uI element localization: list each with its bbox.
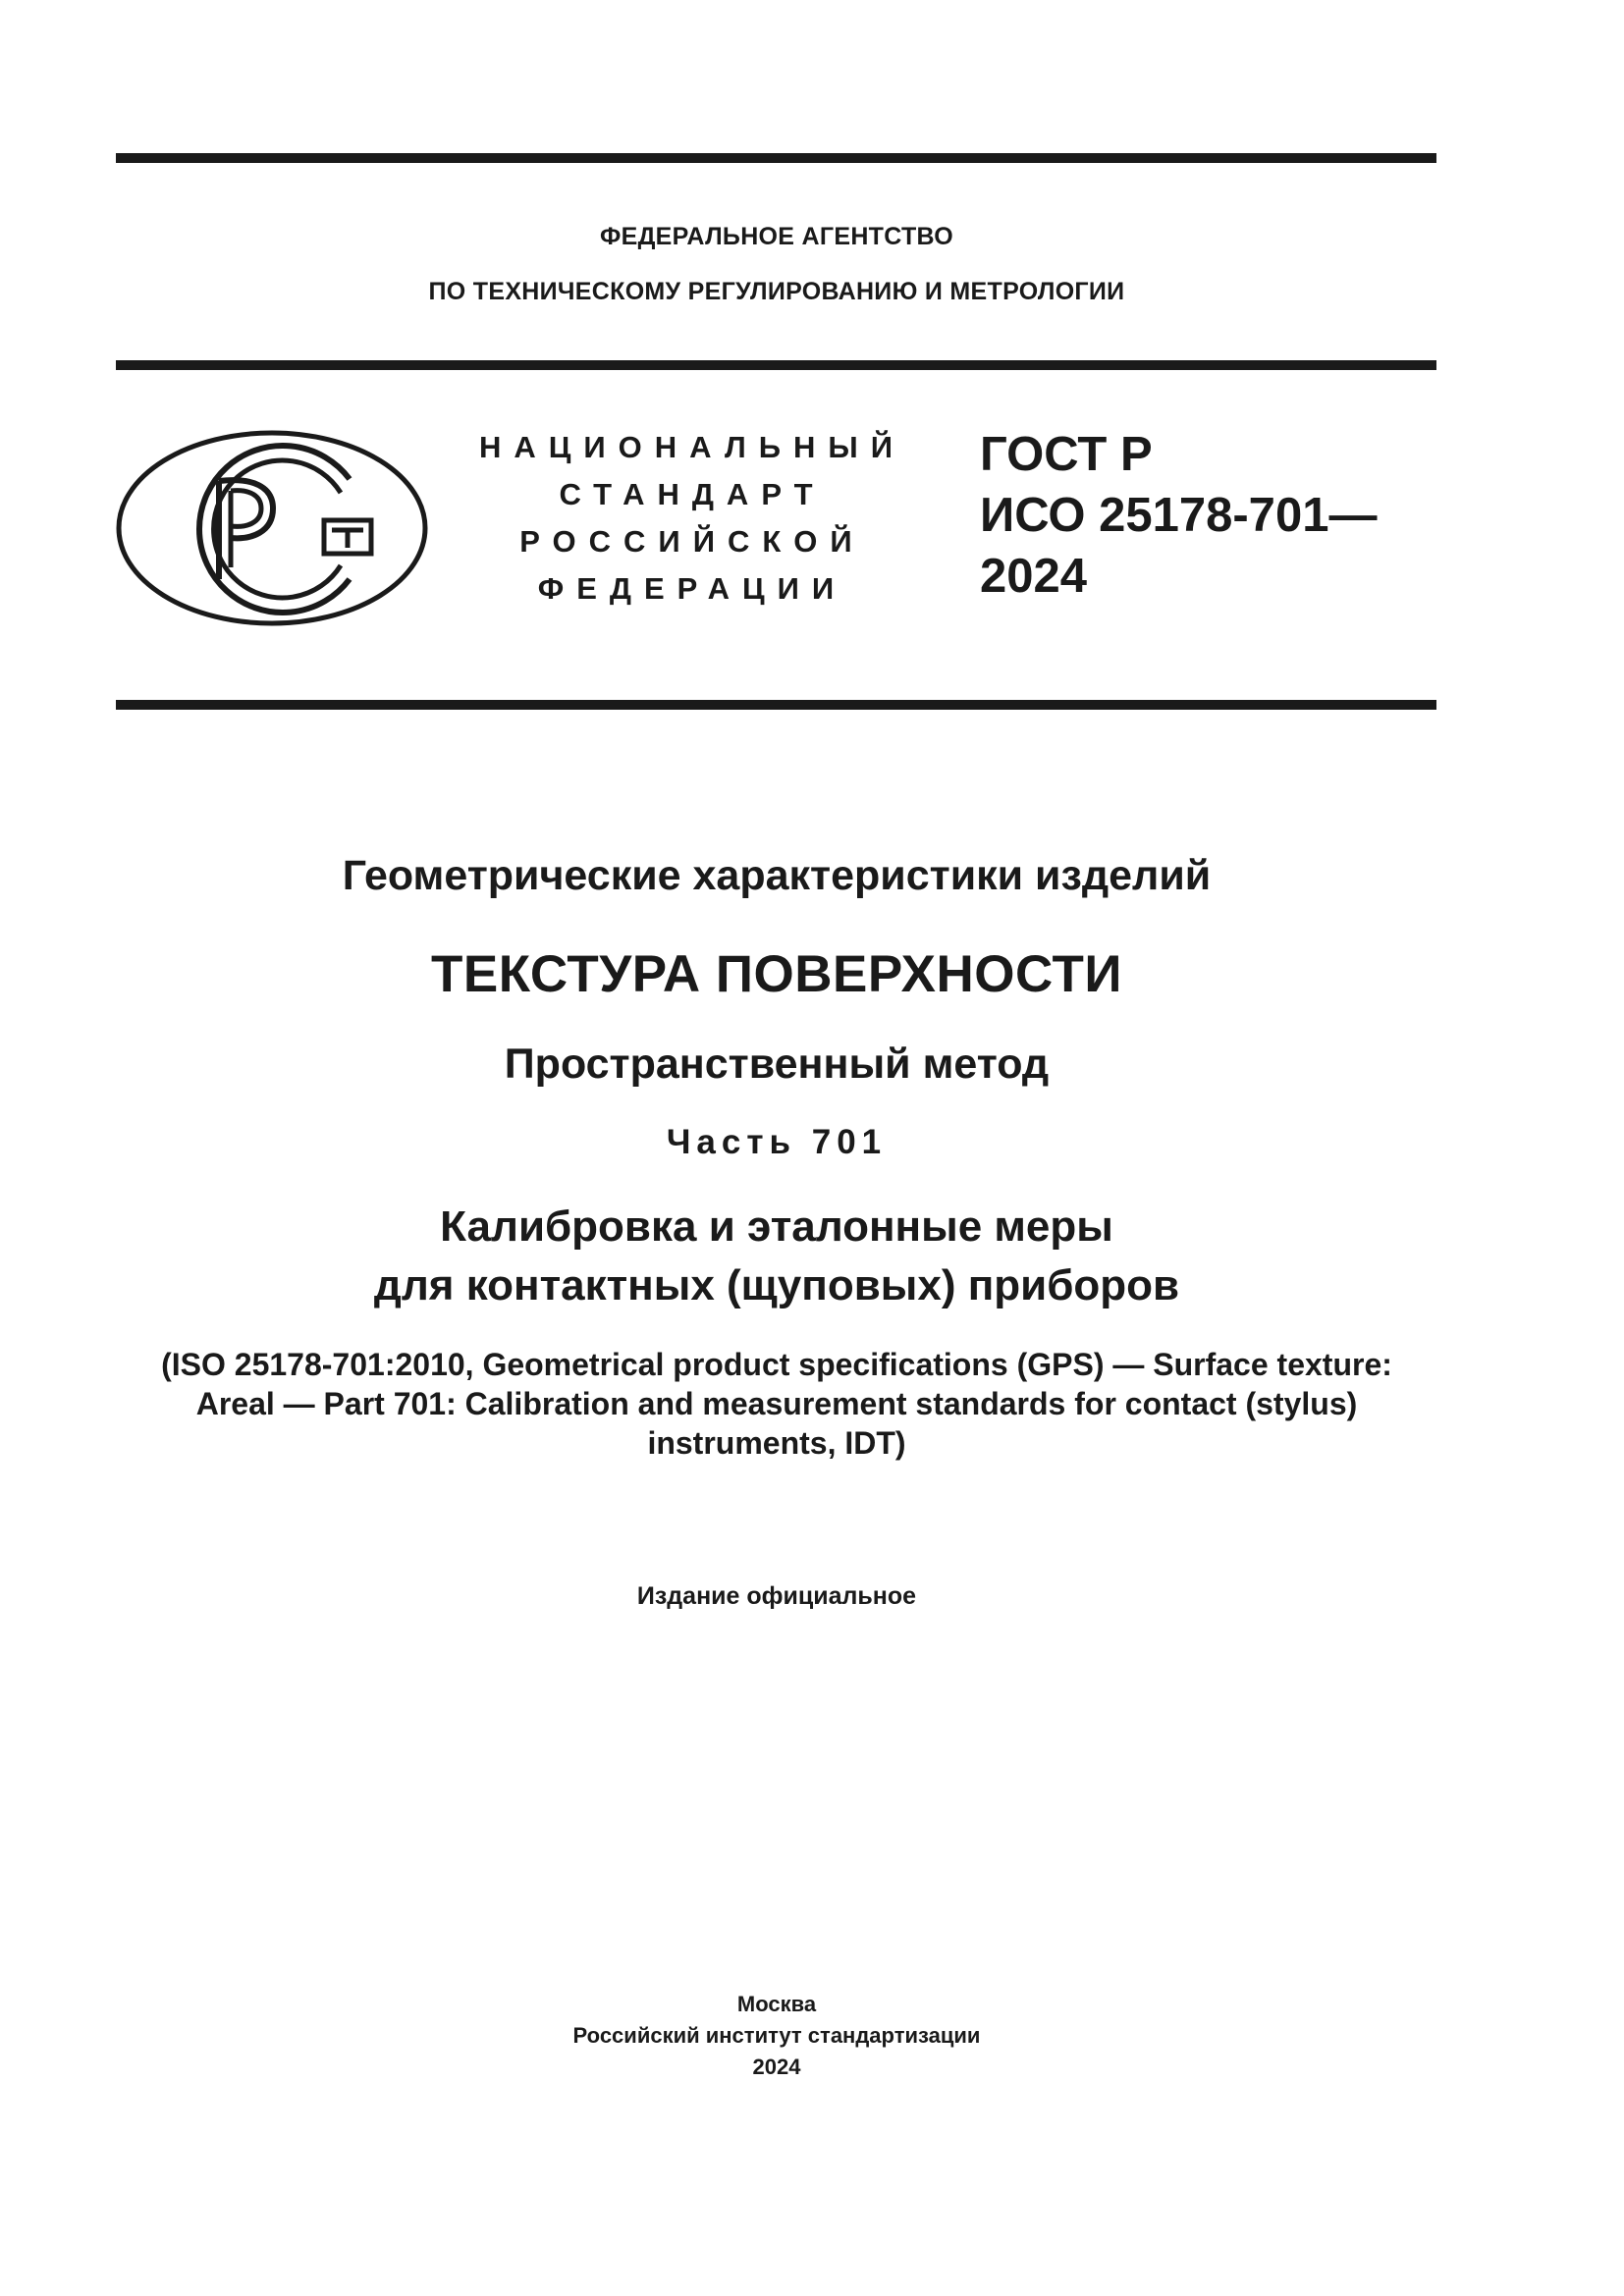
part-title-line-1: Калибровка и эталонные меры bbox=[440, 1202, 1113, 1251]
iso-reference-line-1: (ISO 25178-701:2010, Geometrical product specifications (GPS) — Surface texture: bbox=[161, 1347, 1392, 1382]
national-standard-line-3: РОССИЙСКОЙ bbox=[519, 524, 865, 559]
subject-heading: Геометрические характеристики изделий bbox=[342, 852, 1212, 899]
part-title bbox=[0, 1198, 1553, 1315]
part-heading: Часть 701 bbox=[666, 1123, 888, 1161]
publisher-city: Москва bbox=[736, 1992, 817, 2016]
standard-designation bbox=[980, 424, 1377, 607]
national-standard-line-1: НАЦИОНАЛЬНЫЙ bbox=[478, 430, 906, 464]
iso-reference-line-3: instruments, IDT) bbox=[647, 1425, 906, 1461]
title-rule bbox=[116, 700, 1436, 710]
designation-line-1: ГОСТ Р bbox=[980, 428, 1153, 481]
main-title: ТЕКСТУРА ПОВЕРХНОСТИ bbox=[431, 945, 1122, 1003]
iso-reference-line-2: Areal — Part 701: Calibration and measurement standards for contact (stylus) bbox=[195, 1386, 1358, 1421]
publisher-block bbox=[0, 1989, 1553, 2083]
national-standard-line-4: ФЕДЕРАЦИИ bbox=[537, 571, 847, 606]
iso-reference bbox=[0, 1345, 1553, 1463]
publisher-year: 2024 bbox=[752, 2055, 801, 2079]
designation-line-2: ИСО 25178-701— bbox=[980, 489, 1378, 542]
rst-mark-icon bbox=[116, 430, 428, 626]
agency-line-1: ФЕДЕРАЛЬНОЕ АГЕНТСТВО bbox=[599, 223, 954, 250]
designation-line-3: 2024 bbox=[980, 550, 1088, 603]
agency-line-2: ПО ТЕХНИЧЕСКОМУ РЕГУЛИРОВАНИЮ И МЕТРОЛОГИИ bbox=[428, 278, 1125, 305]
header-rule bbox=[116, 360, 1436, 370]
method-heading: Пространственный метод bbox=[504, 1041, 1050, 1088]
top-rule bbox=[116, 153, 1436, 163]
national-standard-line-2: СТАНДАРТ bbox=[559, 477, 826, 511]
edition-label: Издание официальное bbox=[636, 1582, 917, 1610]
publisher-institute: Российский институт стандартизации bbox=[572, 2023, 981, 2048]
national-standard-label bbox=[471, 424, 913, 613]
part-title-line-2: для контактных (щуповых) приборов bbox=[373, 1261, 1180, 1309]
